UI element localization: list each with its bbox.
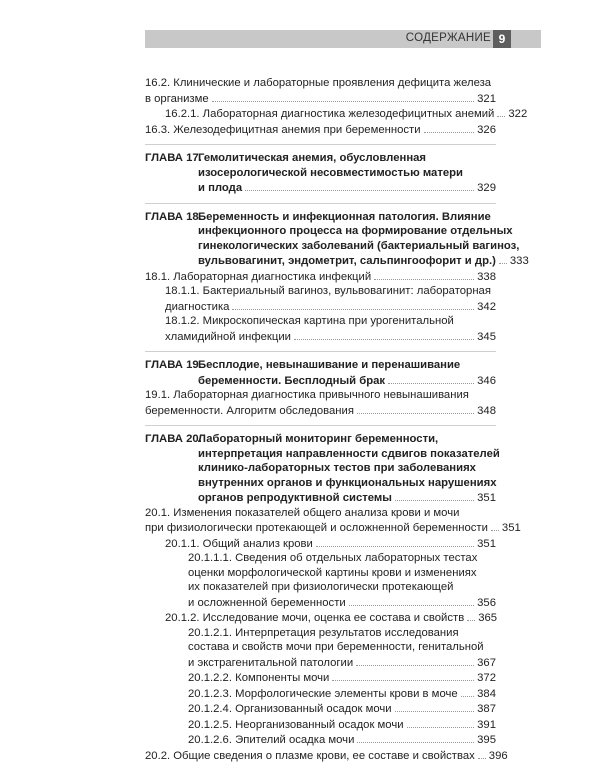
toc-entry[interactable] xyxy=(145,717,496,733)
toc-entry[interactable] xyxy=(145,670,496,686)
dot-leader xyxy=(294,329,474,340)
toc-entry[interactable] xyxy=(145,701,496,717)
toc-page-number: 396 xyxy=(489,749,508,763)
toc-page-number: 387 xyxy=(477,702,496,717)
chapter-divider xyxy=(145,144,496,145)
toc-entry-text: 16.3. Железодефицитная анемия при беременности xyxy=(145,123,421,138)
toc-entry-text: 20.1.2.5. Неорганизованный осадок мочи xyxy=(188,718,404,733)
chapter-divider xyxy=(145,203,496,204)
toc-entry-text: инфекционного процесса на формирование отдельных xyxy=(198,224,496,239)
toc-page-number: 345 xyxy=(477,330,496,345)
toc-entry-text: 20.1.1. Общий анализ крови xyxy=(165,537,313,552)
dot-leader xyxy=(232,299,474,310)
dot-leader xyxy=(407,717,475,728)
toc-page-number: 372 xyxy=(477,671,496,686)
toc-entry[interactable] xyxy=(145,732,496,748)
toc-entry[interactable] xyxy=(145,388,496,418)
toc-entry-text: изосерологической несовместимостью матери xyxy=(198,166,496,181)
dot-leader xyxy=(467,610,475,621)
page-header xyxy=(145,30,541,48)
toc-entry-text: их показателей при физиологически протекающей xyxy=(188,580,496,595)
toc-entry-text: Бесплодие, невынашивание и перенашивание xyxy=(198,358,496,373)
toc-entry-text: беременности. Бесплодный брак xyxy=(198,374,385,389)
dot-leader xyxy=(497,106,505,117)
toc-page-number: 338 xyxy=(477,270,496,285)
dot-leader xyxy=(478,748,486,759)
toc-chapter[interactable] xyxy=(145,358,496,388)
toc-page-number: 346 xyxy=(477,374,496,389)
toc-entry-text: состава и свойств мочи при беременности, генитальной xyxy=(188,640,496,655)
toc-entry-text: Гемолитическая анемия, обусловленная xyxy=(198,151,496,166)
toc-page-number: 384 xyxy=(477,687,496,702)
toc-entry-text: при физиологически протекающей и осложненной беременности xyxy=(145,521,488,536)
toc-entry[interactable] xyxy=(145,122,496,138)
chapter-label: ГЛАВА 19. xyxy=(145,358,202,373)
toc-entry[interactable] xyxy=(145,106,496,122)
toc-page-number: 395 xyxy=(477,733,496,748)
toc-page-number: 333 xyxy=(510,254,529,269)
dot-leader xyxy=(424,122,475,133)
chapter-label: ГЛАВА 20. xyxy=(145,432,202,447)
toc-entry-text: 20.1.2. Исследование мочи, оценка ее состава и свойств xyxy=(165,611,464,626)
toc-entry-text: и осложненной беременности xyxy=(188,596,346,611)
toc-entry-text: и плода xyxy=(198,181,242,196)
dot-leader xyxy=(461,686,474,697)
dot-leader xyxy=(356,655,474,666)
toc-entry-text: 20.1.2.4. Организованный осадок мочи xyxy=(188,702,392,717)
dot-leader xyxy=(357,403,474,414)
chapter-label: ГЛАВА 18. xyxy=(145,210,202,225)
toc-entry-text: гинекологических заболеваний (бактериальный вагиноз, xyxy=(198,239,496,254)
toc-entry-text: 18.1.1. Бактериальный вагиноз, вульвовагинит: лабораторная xyxy=(165,284,496,299)
toc-entry-text: вульвовагинит, эндометрит, сальпингоофорит и др.) xyxy=(198,254,496,269)
toc-page-number: 329 xyxy=(477,181,496,196)
dot-leader xyxy=(316,536,474,547)
dot-leader xyxy=(395,701,475,712)
toc-chapter[interactable] xyxy=(145,432,496,506)
toc-entry-text: диагностика xyxy=(165,300,229,315)
toc-page-number: 356 xyxy=(477,596,496,611)
toc-page-number: 351 xyxy=(477,491,496,506)
toc-entry-text: хламидийной инфекции xyxy=(165,330,291,345)
toc-entry-text: 20.1.2.3. Морфологические элементы крови в моче xyxy=(188,687,458,702)
toc-entry-text: клинико-лабораторных тестов при заболеваниях xyxy=(198,461,496,476)
toc-entry-text: 16.2.1. Лабораторная диагностика железодефицитных анемий xyxy=(165,107,494,122)
toc-entry-text: 20.1.2.2. Компоненты мочи xyxy=(188,671,329,686)
dot-leader xyxy=(374,269,474,280)
toc-entry-text: Лабораторный мониторинг беременности, xyxy=(198,432,496,447)
toc-page-number: 322 xyxy=(508,107,527,122)
toc-entry[interactable] xyxy=(145,686,496,702)
toc-entry[interactable] xyxy=(145,610,496,626)
toc-entry[interactable] xyxy=(145,506,496,536)
chapter-divider xyxy=(145,425,496,426)
toc-page-number: 351 xyxy=(477,537,496,552)
page-number: 9 xyxy=(493,30,511,48)
table-of-contents xyxy=(145,76,496,763)
dot-leader xyxy=(357,732,474,743)
toc-page-number: 365 xyxy=(478,611,497,626)
toc-entry[interactable] xyxy=(145,551,496,610)
toc-entry-text: 20.1.2.1. Интерпретация результатов исследования xyxy=(188,626,496,641)
toc-entry-text: в организме xyxy=(145,92,209,107)
toc-entry[interactable] xyxy=(145,269,496,285)
toc-entry-text: 18.1.2. Микроскопическая картина при урогенитальной xyxy=(165,314,496,329)
toc-entry-text: 16.2. Клинические и лабораторные проявления дефицита железа xyxy=(145,76,496,91)
toc-entry-text: Беременность и инфекционная патология. Влияние xyxy=(198,210,496,225)
toc-entry[interactable] xyxy=(145,536,496,552)
toc-entry-text: 19.1. Лабораторная диагностика привычного невынашивания xyxy=(145,388,496,403)
toc-entry[interactable] xyxy=(145,284,496,314)
toc-page-number: 351 xyxy=(502,521,521,536)
dot-leader xyxy=(349,595,474,606)
dot-leader xyxy=(245,180,474,191)
toc-chapter[interactable] xyxy=(145,151,496,196)
toc-entry-text: и экстрагенитальной патологии xyxy=(188,656,353,671)
toc-page-number: 367 xyxy=(477,656,496,671)
toc-entry-text: интерпретация направленности сдвигов показателей xyxy=(198,447,496,462)
toc-entry-text: 20.1. Изменения показателей общего анализа крови и мочи xyxy=(145,506,496,521)
toc-entry[interactable] xyxy=(145,76,496,106)
dot-leader xyxy=(499,253,507,264)
toc-entry-text: 18.1. Лабораторная диагностика инфекций xyxy=(145,270,371,285)
chapter-divider xyxy=(145,351,496,352)
toc-entry-text: органов репродуктивной системы xyxy=(198,491,392,506)
header-title: СОДЕРЖАНИЕ xyxy=(406,32,491,44)
toc-entry[interactable] xyxy=(145,314,496,344)
chapter-label: ГЛАВА 17. xyxy=(145,151,202,166)
toc-page-number: 326 xyxy=(477,123,496,138)
toc-page-number: 348 xyxy=(477,404,496,419)
dot-leader xyxy=(395,490,474,501)
toc-entry-text: оценки морфологической картины крови и изменениях xyxy=(188,566,496,581)
toc-page-number: 321 xyxy=(477,92,496,107)
toc-entry-text: внутренних органов и функциональных нарушениях xyxy=(198,476,496,491)
dot-leader xyxy=(491,520,499,531)
toc-page-number: 391 xyxy=(477,718,496,733)
toc-entry[interactable] xyxy=(145,626,496,671)
toc-entry-text: 20.2. Общие сведения о плазме крови, ее составе и свойствах xyxy=(145,749,475,763)
toc-page-number: 342 xyxy=(477,300,496,315)
dot-leader xyxy=(388,373,474,384)
toc-entry-text: беременности. Алгоритм обследования xyxy=(145,404,354,419)
toc-chapter[interactable] xyxy=(145,210,496,269)
dot-leader xyxy=(332,670,474,681)
toc-entry-text: 20.1.2.6. Эпителий осадка мочи xyxy=(188,733,354,748)
toc-entry-text: 20.1.1.1. Сведения об отдельных лабораторных тестах xyxy=(188,551,496,566)
dot-leader xyxy=(212,91,475,102)
